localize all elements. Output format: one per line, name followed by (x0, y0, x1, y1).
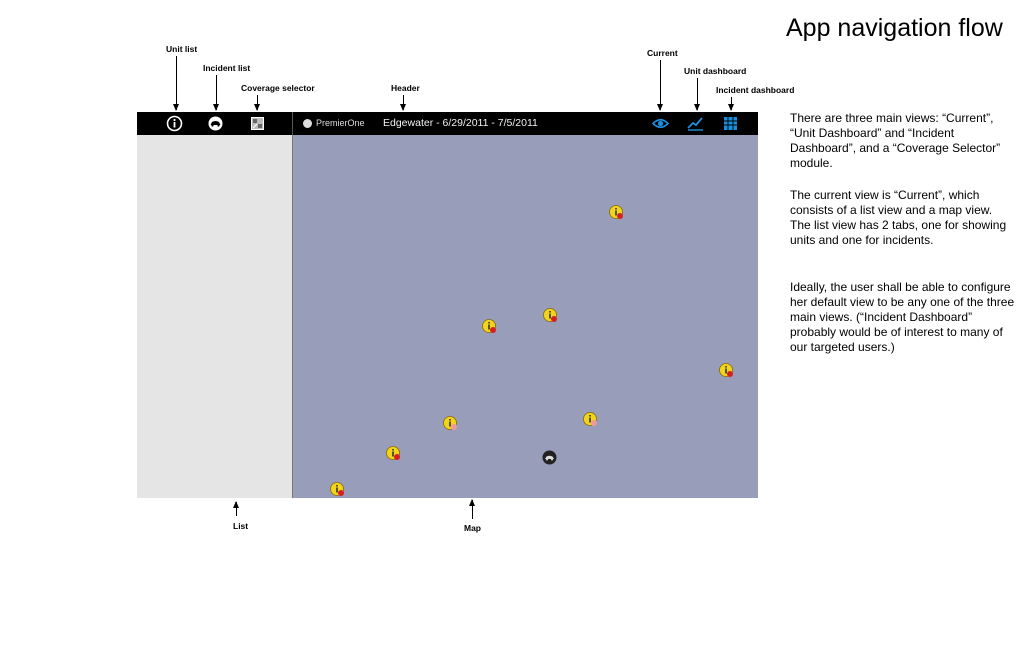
list-panel[interactable] (137, 135, 292, 498)
callout-header: Header (391, 83, 420, 93)
callout-unit-list: Unit list (166, 44, 198, 54)
description-paragraph-1: There are three main views: “Current”, “Unit Dashboard” and “Incident Dashboard”, and a “Coverage Selector” module. (790, 111, 1001, 170)
map-panel[interactable] (292, 135, 758, 498)
description-paragraph-3: Ideally, the user shall be able to configure her default view to be any one of the three main views. (“Incident Dashboard” probably would be of interest to many of our targeted users.) (790, 280, 1015, 354)
context-title: Edgewater - 6/29/2011 - 7/5/2011 (383, 117, 538, 129)
arrow-coverage-selector (257, 95, 258, 110)
arrow-list (236, 502, 237, 516)
incident-marker-icon[interactable] (386, 446, 401, 461)
incident-dashboard-grid-icon[interactable] (722, 115, 739, 132)
header-divider (292, 112, 293, 135)
unit-list-info-icon[interactable] (166, 115, 183, 132)
callout-coverage-selector: Coverage selector (241, 83, 315, 93)
incident-marker-icon[interactable] (583, 412, 598, 427)
incident-marker-icon[interactable] (543, 308, 558, 323)
callout-list: List (233, 521, 249, 531)
arrow-map (472, 500, 473, 519)
coverage-selector-map-grid-icon[interactable] (249, 115, 266, 132)
callout-incident-list: Incident list (203, 63, 251, 73)
arrow-unit-dashboard (697, 78, 698, 110)
description-paragraph-2: The current view is “Current”, which consists of a list view and a map view. The list view has 2 tabs, one for showing units and one for incidents. (790, 188, 1007, 247)
app-mockup (137, 112, 758, 498)
callout-incident-dashboard: Incident dashboard (716, 85, 795, 95)
arrow-current (660, 60, 661, 110)
brand-label: PremierOne (316, 118, 365, 128)
unit-vehicle-marker-icon[interactable] (542, 450, 557, 465)
arrow-incident-dashboard (731, 97, 732, 110)
arrow-incident-list (216, 75, 217, 110)
arrow-unit-list (176, 56, 177, 110)
app-header (137, 112, 758, 135)
callout-unit-dashboard: Unit dashboard (684, 66, 747, 76)
incident-marker-icon[interactable] (482, 319, 497, 334)
callout-current: Current (647, 48, 678, 58)
incident-list-vehicle-icon[interactable] (207, 115, 224, 132)
current-eye-icon[interactable] (652, 115, 669, 132)
incident-marker-icon[interactable] (443, 416, 458, 431)
incident-marker-icon[interactable] (609, 205, 624, 220)
incident-marker-icon[interactable] (330, 482, 345, 497)
page-title: App navigation flow (786, 14, 1003, 42)
incident-marker-icon[interactable] (719, 363, 734, 378)
brand (303, 118, 365, 128)
unit-dashboard-trend-chart-icon[interactable] (687, 115, 704, 132)
arrow-header (403, 95, 404, 110)
callout-map: Map (464, 523, 481, 533)
motorola-logo-icon (303, 119, 312, 128)
